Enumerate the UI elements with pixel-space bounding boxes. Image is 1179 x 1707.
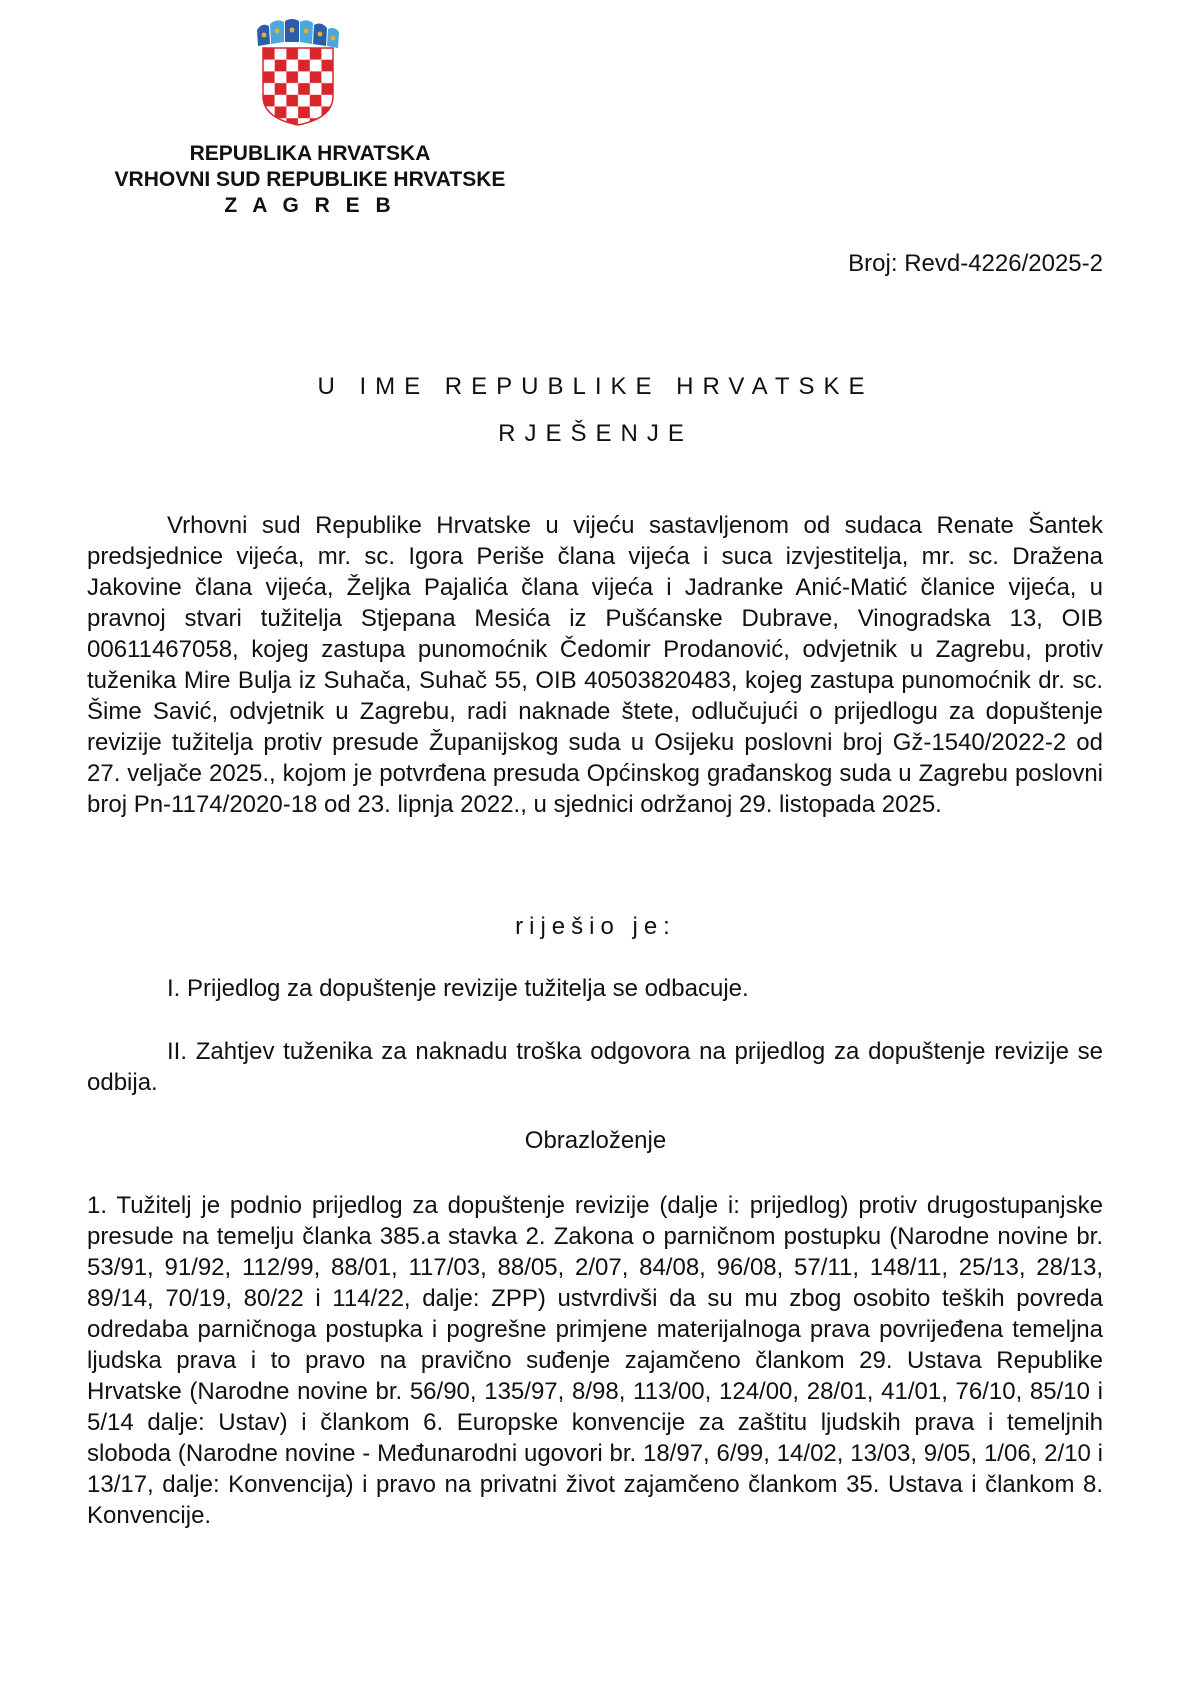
reasoning-heading: Obrazloženje [524, 1127, 667, 1154]
coat-of-arms-icon [255, 18, 341, 126]
header-court: VRHOVNI SUD REPUBLIKE HRVATSKE [114, 168, 506, 191]
case-number: Broj: Revd-4226/2025-2 [848, 250, 1103, 277]
reasoning-paragraph-1: 1. Tužitelj je podnio prijedlog za dopuštenje revizije (dalje i: prijedlog) protiv drugostupanjske presude na temelju članka 385.a stavka 2. Zakona o parničnom postupku (Narodne novine br. 53/91, 91/92, 112/99, 88/01, 117/03, 88/05, 2/07, 84/08, 96/08, 57/11, 148/11, 25/13, 28/13, 89/14, 70/19, 80/22 i 114/22, dalje: ZPP) ustvrdivši da su mu zbog osobito teških povreda odredaba parničnoga postupka i pogrešne primjene materijalnoga prava povrijeđena temeljna ljudska prava i to pravo na pravično suđenje zajamčeno člankom 29. Ustava Republike Hrvatske (Narodne novine br. 56/90, 135/97, 8/98, 113/00, 124/00, 28/01, 41/01, 76/10, 85/10 i 5/14 dalje: Ustav) i člankom 6. Europske konvencije za zaštitu ljudskih prava i temeljnih sloboda (Narodne novine - Međunarodni ugovori br. 18/97, 6/99, 14/02, 13/03, 9/05, 1/06, 2/10 i 13/17, dalje: Konvencija) i pravo na privatni život zajamčeno člankom 35. Ustava i člankom 8. Konvencije. [87, 1192, 1103, 1529]
ruled-heading: riješio je: [515, 913, 676, 940]
court-header [90, 141, 530, 219]
decision-type-heading: RJEŠENJE [498, 420, 693, 447]
operative-item-2: II. Zahtjev tuženika za naknadu troška odgovora na prijedlog za dopuštenje revizije se odbija. [87, 1038, 1103, 1096]
in-the-name-of-heading: U IME REPUBLIKE HRVATSKE [317, 373, 874, 400]
crown-icon [257, 19, 339, 48]
header-city: Z A G R E B [224, 194, 396, 217]
intro-paragraph: Vrhovni sud Republike Hrvatske u vijeću sastavljenom od sudaca Renate Šantek predsjednice vijeća, mr. sc. Igora Periše člana vijeća i suca izvjestitelja, mr. sc. Dražena Jakovine člana vijeća, Željka Pajalića člana vijeća i Jadranke Anić-Matić članice vijeća, u pravnoj stvari tužitelja Stjepana Mesića iz Pušćanske Dubrave, Vinogradska 13, OIB 00611467058, kojeg zastupa punomoćnik Čedomir Prodanović, odvjetnik u Zagrebu, protiv tuženika Mire Bulja iz Suhača, Suhač 55, OIB 40503820483, kojeg zastupa punomoćnik dr. sc. Šime Savić, odvjetnik u Zagrebu, radi naknade štete, odlučujući o prijedlogu za dopuštenje revizije tužitelja protiv presude Županijskog suda u Osijeku poslovni broj Gž-1540/2022-2 od 27. veljače 2025., kojom je potvrđena presuda Općinskog građanskog suda u Zagrebu poslovni broj Pn-1174/2020-18 od 23. lipnja 2022., u sjednici održanoj 29. listopada 2025. [87, 512, 1103, 818]
header-republic: REPUBLIKA HRVATSKA [189, 142, 431, 165]
operative-item-1: I. Prijedlog za dopuštenje revizije tužitelja se odbacuje. [167, 975, 749, 1002]
